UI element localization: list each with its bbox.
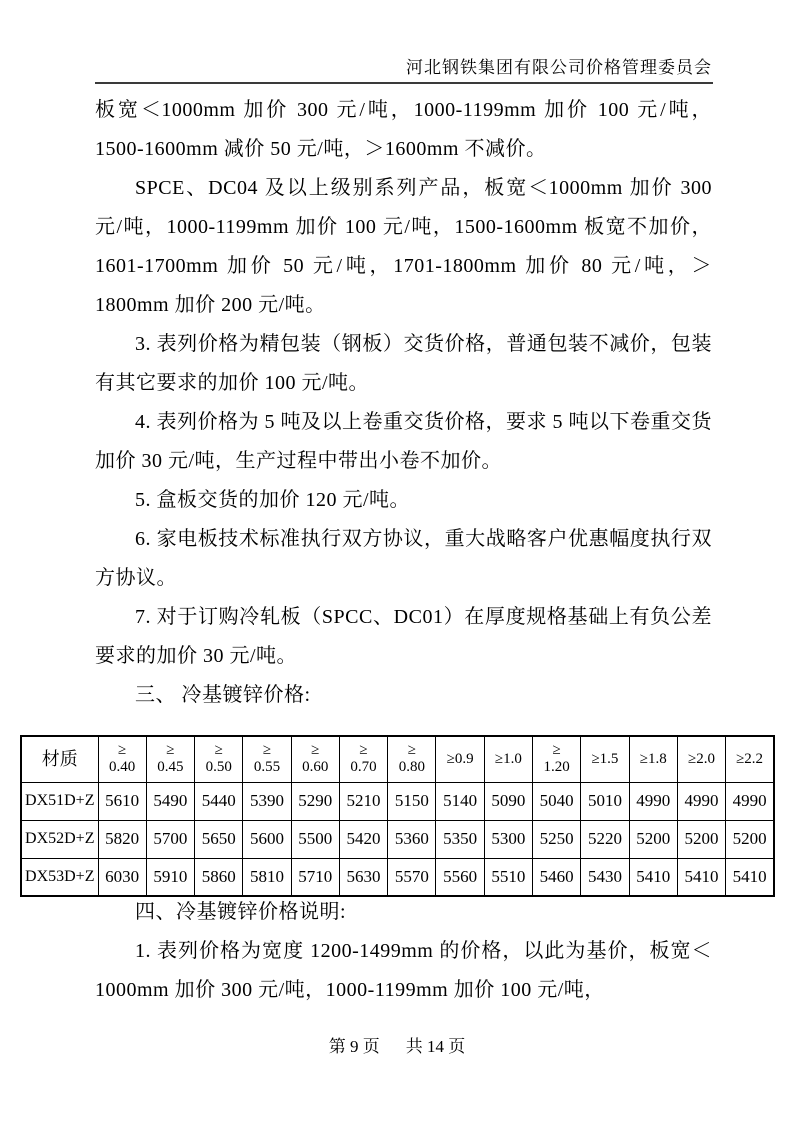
price-cell: 5560: [436, 858, 484, 896]
table-header-cell: [436, 736, 484, 782]
material-cell: DX53D+Z: [21, 858, 98, 896]
price-cell: 5440: [195, 782, 243, 820]
document-header-text: 河北钢铁集团有限公司价格管理委员会: [406, 58, 712, 77]
ge-symbol: ≥: [262, 742, 272, 759]
price-cell: 5040: [533, 782, 581, 820]
ge-label: ≥2.2: [736, 750, 764, 767]
price-cell: 5140: [436, 782, 484, 820]
paragraph-note-6: 6. 家电板技术标准执行双方协议，重大战略客户优惠幅度执行双方协议。: [95, 528, 712, 589]
table-header-cell: ≥ 1.20: [533, 736, 581, 782]
price-cell: 5710: [291, 858, 339, 896]
page-number: 第 9 页: [328, 1037, 380, 1056]
body-text-block: [95, 91, 712, 715]
table-header-cell: [629, 736, 677, 782]
price-cell: 5600: [243, 820, 291, 858]
table-header-cell: [726, 736, 774, 782]
section-heading-4: 四、冷基镀锌价格说明:: [135, 901, 347, 923]
ge-symbol: ≥: [311, 742, 320, 759]
price-cell: 5420: [339, 820, 387, 858]
price-cell: 5200: [726, 820, 774, 858]
price-cell: 4990: [629, 782, 677, 820]
paragraph-spce-dc04: SPCE、DC04 及以上级别系列产品，板宽＜1000mm 加价 300 元/吨，1000-1199mm 加价 100 元/吨，1500-1600mm 板宽不加价，1601-1700mm 加价 50 元/吨，1701-1800mm 加价 80 元/吨，＞1800mm 加价 200 元/吨。: [95, 177, 712, 316]
price-table: [20, 735, 775, 897]
price-cell: 5910: [146, 858, 194, 896]
price-cell: 5700: [146, 820, 194, 858]
price-cell: 5820: [98, 820, 146, 858]
price-cell: 5200: [629, 820, 677, 858]
ge-label: ≥1.8: [639, 750, 667, 767]
table-header-cell: ≥ 0.45: [146, 736, 194, 782]
price-cell: 5510: [484, 858, 532, 896]
price-cell: 6030: [98, 858, 146, 896]
table-header-cell: ≥ 0.60: [291, 736, 339, 782]
ge-symbol: ≥: [118, 742, 127, 759]
price-cell: 4990: [726, 782, 774, 820]
price-cell: 5570: [388, 858, 436, 896]
paragraph-note-7: 7. 对于订购冷轧板（SPCC、DC01）在厚度规格基础上有负公差要求的加价 30 元/吨。: [95, 606, 712, 667]
price-cell: 5650: [195, 820, 243, 858]
price-cell: 5410: [726, 858, 774, 896]
price-cell: 5250: [533, 820, 581, 858]
price-cell: 5350: [436, 820, 484, 858]
price-cell: 5610: [98, 782, 146, 820]
ge-label: ≥1.5: [591, 750, 619, 767]
price-cell: 4990: [677, 782, 725, 820]
paragraph-note-4: 4. 表列价格为 5 吨及以上卷重交货价格，要求 5 吨以下卷重交货加价 30 元/吨，生产过程中带出小卷不加价。: [95, 411, 712, 472]
ge-symbol: ≥: [359, 742, 368, 759]
ge-symbol: ≥: [166, 742, 175, 759]
price-cell: 5090: [484, 782, 532, 820]
material-cell: DX52D+Z: [21, 820, 98, 858]
table-row-dx52d: [21, 820, 774, 858]
price-cell: 5360: [388, 820, 436, 858]
ge-label: ≥1.0: [494, 750, 522, 767]
table-header-material: 材质: [21, 736, 98, 782]
material-cell: DX51D+Z: [21, 782, 98, 820]
notes-text-block: [95, 893, 712, 1010]
ge-symbol: ≥: [407, 742, 416, 759]
price-cell: 5500: [291, 820, 339, 858]
price-cell: 5460: [533, 858, 581, 896]
price-cell: 5010: [581, 782, 629, 820]
table-header-cell: ≥ 0.55: [243, 736, 291, 782]
page-footer: [0, 1032, 794, 1057]
ge-symbol: ≥: [214, 742, 223, 759]
price-cell: 5210: [339, 782, 387, 820]
price-cell: 5220: [581, 820, 629, 858]
table-header-cell: ≥ 0.50: [195, 736, 243, 782]
paragraph-note-3: 3. 表列价格为精包装（钢板）交货价格，普通包装不减价，包装有其它要求的加价 100 元/吨。: [95, 333, 712, 394]
table-row-dx53d: [21, 858, 774, 896]
table-header-cell: [581, 736, 629, 782]
price-cell: 5860: [195, 858, 243, 896]
paragraph-galvanized-note-1: 1. 表列价格为宽度 1200-1499mm 的价格，以此为基价，板宽＜1000mm 加价 300 元/吨，1000-1199mm 加价 100 元/吨，: [95, 940, 712, 1001]
price-cell: 5200: [677, 820, 725, 858]
paragraph-width-pricing-continuation: 板宽＜1000mm 加价 300 元/吨，1000-1199mm 加价 100 元/吨，1500-1600mm 减价 50 元/吨，＞1600mm 不减价。: [95, 99, 712, 160]
header-rule: [95, 82, 713, 84]
ge-label: ≥2.0: [688, 750, 715, 767]
price-cell: 5300: [484, 820, 532, 858]
section-heading-3: 三、 冷基镀锌价格:: [135, 684, 311, 706]
price-cell: 5150: [388, 782, 436, 820]
page-total: 共 14 页: [405, 1037, 466, 1056]
ge-symbol: ≥: [552, 742, 561, 759]
table-header-row: [21, 736, 774, 782]
table-header-cell: [677, 736, 725, 782]
table-row-dx51d: [21, 782, 774, 820]
price-cell: 5410: [677, 858, 725, 896]
table-header-cell: ≥ 0.40: [98, 736, 146, 782]
table-header-cell: ≥ 0.80: [388, 736, 436, 782]
price-cell: 5490: [146, 782, 194, 820]
paragraph-note-5: 5. 盒板交货的加价 120 元/吨。: [135, 489, 411, 511]
price-cell: 5390: [243, 782, 291, 820]
price-cell: 5810: [243, 858, 291, 896]
price-cell: 5410: [629, 858, 677, 896]
price-cell: 5430: [581, 858, 629, 896]
ge-label: ≥0.9: [446, 750, 474, 767]
table-header-cell: [484, 736, 532, 782]
price-cell: 5630: [339, 858, 387, 896]
table-header-cell: ≥ 0.70: [339, 736, 387, 782]
price-cell: 5290: [291, 782, 339, 820]
